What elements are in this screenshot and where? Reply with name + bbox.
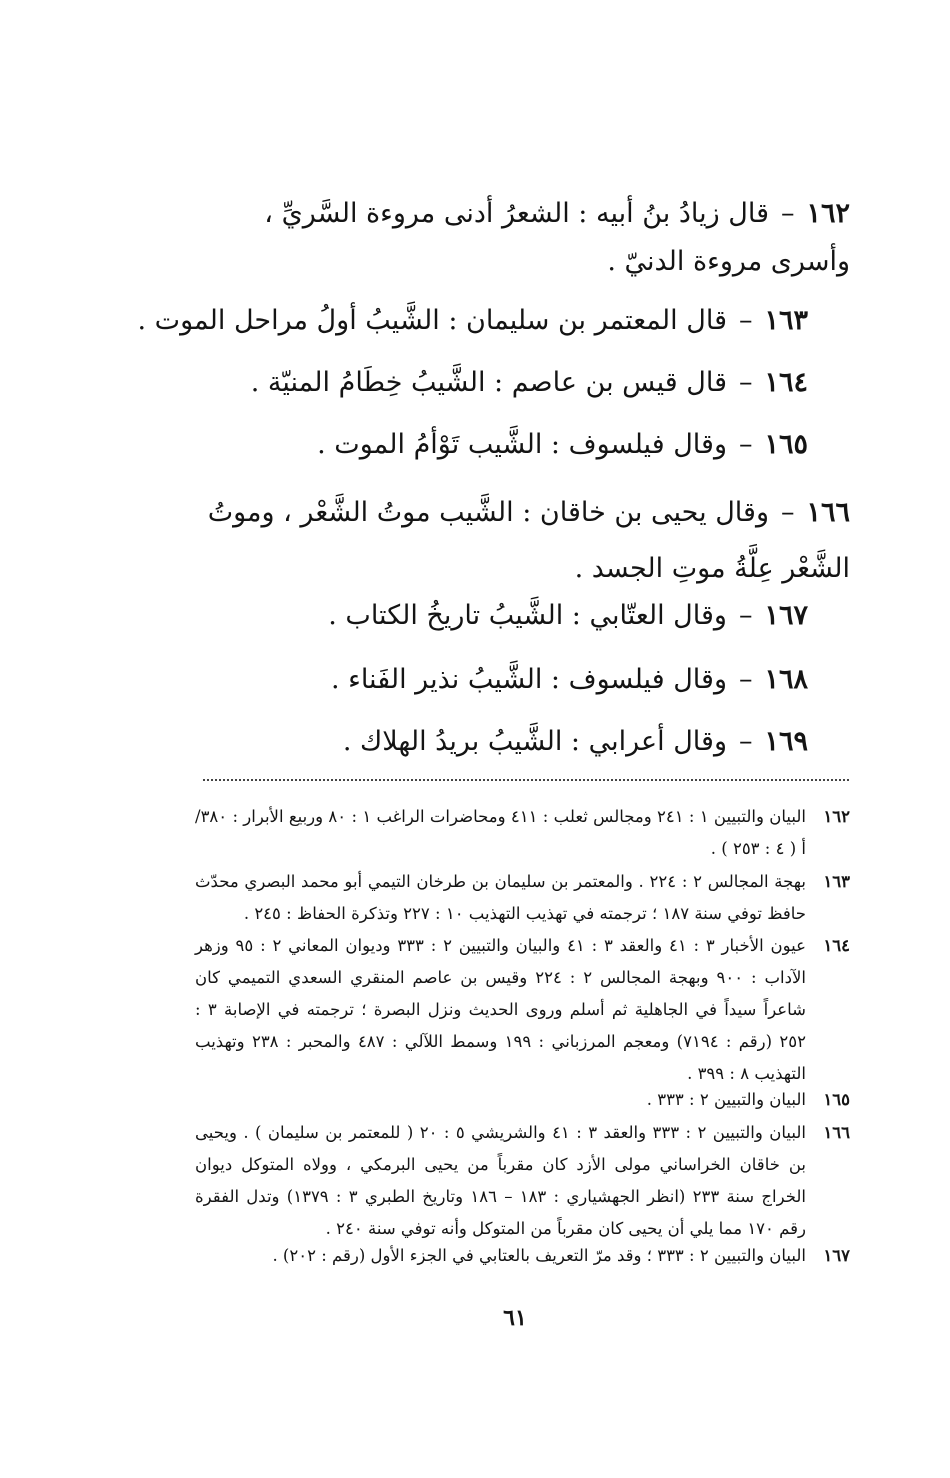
footnote-number: ١٦٥: [823, 1090, 850, 1109]
entry-text: قال المعتمر بن سليمان : الشَّيبُ أولُ مراحل الموت .: [137, 305, 727, 336]
entry-separator: –: [738, 726, 753, 757]
footnote-text: البيان والتبيين ١ : ٢٤١ ومجالس ثعلب : ٤١١ ومحاضرات الراغب ١ : ٨٠ وربيع الأبرار : ٣٨٠/أ ( ٤ : ٢٥٣ ) .: [195, 807, 806, 858]
footnote-separator: [203, 779, 849, 781]
entry-text: قال قيس بن عاصم : الشَّيبُ خِطَامُ المنيّة .: [250, 367, 727, 398]
entry-number: ١٦٣: [764, 305, 808, 336]
footnote-number: ١٦٧: [823, 1246, 850, 1265]
entry-number: ١٦٢: [806, 198, 850, 229]
entry-number: ١٦٨: [764, 664, 808, 695]
entry-separator: –: [738, 664, 753, 695]
footnote-text: البيان والتبيين ٢ : ٣٣٣ ؛ وقد مرّ التعريف بالعتابي في الجزء الأول (رقم : ٢٠٢) .: [272, 1246, 806, 1265]
entry-separator: –: [738, 429, 753, 460]
entry-168: [331, 656, 808, 704]
entry-number: ١٦٥: [764, 429, 808, 460]
entry-164: [251, 359, 808, 407]
footnote-number: ١٦٢: [823, 807, 850, 826]
entry-169: [343, 718, 808, 766]
entry-163: [138, 297, 808, 345]
entry-separator: –: [738, 367, 753, 398]
footnote-165: [195, 1084, 850, 1116]
entry-number: ١٦٩: [764, 726, 808, 757]
entry-text: وقال يحيى بن خاقان : الشَّيب موتُ الشَّعْر ، وموتُ الشَّعْر عِلَّةُ موتِ الجسد .: [207, 497, 850, 584]
footnote-number: ١٦٦: [823, 1123, 850, 1142]
footnote-text: البيان والتبيين ٢ : ٣٣٣ والعقد ٣ : ٤١ والشريشي ٥ : ٢٠ ( للمعتمر بن سليمان ) . ويحيى بن خاقان الخراساني مولى الأزد كان مقرباً من يحيى البرمكي ، وولاه المتوكل ديوان الخراج سنة ٢٣٣ (انظر الجهشياري : ١٨٣ – ١٨٦ وتاريخ الطبري ٣ : ١٣٧٩) وتدل الفقرة رقم ١٧٠ مما يلي أن يحيى كان مقرباً من المتوكل وأنه توفي سنة ٢٤٠ .: [195, 1123, 806, 1238]
entry-separator: –: [738, 600, 753, 631]
footnote-number: ١٦٣: [823, 872, 850, 891]
entry-number: ١٦٤: [764, 367, 808, 398]
footnote-166: [195, 1117, 850, 1245]
page-number: ٦١: [503, 1305, 527, 1331]
entry-167: [328, 592, 808, 640]
entry-166: [185, 485, 850, 597]
footnote-text: عيون الأخبار ٣ : ٤١ والعقد ٣ : ٤١ والبيان والتبيين ٢ : ٣٣٣ وديوان المعاني ٢ : ٩٥ وزهر الآداب : ٩٠٠ وبهجة المجالس ٢ : ٢٢٤ وقيس بن عاصم المنقري السعدي التميمي كان شاعراً سيداً في الجاهلية ثم أسلم وروى الحديث ونزل البصرة ؛ ترجمته في الإصابة ٣ : ٢٥٢ (رقم : ٧١٩٤) ومعجم المرزباني : ١٩٩ وسمط اللآلي : ٤٨٧ والمحبر : ٢٣٨ وتهذيب التهذيب ٨ : ٣٩٩ .: [195, 936, 806, 1083]
footnote-164: [195, 930, 850, 1090]
footnote-text: بهجة المجالس ٢ : ٢٢٤ . والمعتمر بن سليمان بن طرخان التيمي أبو محمد البصري محدّث حافظ توفي سنة ١٨٧ ؛ ترجمته في تهذيب التهذيب ١٠ : ٢٢٧ وتذكرة الحفاظ : ٢٤٥ .: [195, 872, 807, 923]
entry-separator: –: [738, 305, 753, 336]
entry-text: وقال فيلسوف : الشَّيبُ نذير الفَناء .: [330, 664, 727, 695]
entry-text: وقال فيلسوف : الشَّيب تَوْأمُ الموت .: [317, 429, 727, 460]
footnote-163: [195, 866, 850, 930]
entry-separator: –: [780, 497, 795, 528]
entry-162: [185, 190, 850, 286]
footnote-167: [195, 1240, 850, 1272]
footnote-text: البيان والتبيين ٢ : ٣٣٣ .: [646, 1090, 806, 1109]
entry-165: [317, 421, 808, 469]
footnote-number: ١٦٤: [823, 936, 850, 955]
entry-number: ١٦٦: [806, 497, 850, 528]
entry-text: وقال أعرابي : الشَّيبُ بريدُ الهلاك .: [342, 726, 727, 757]
entry-number: ١٦٧: [764, 600, 808, 631]
entry-text: وقال العتّابي : الشَّيبُ تاريخُ الكتاب .: [328, 600, 727, 631]
entry-text: قال زيادُ بنُ أبيه : الشعرُ أدنى مروءة السَّريِّ ، وأسرى مروءة الدنيّ .: [264, 198, 850, 277]
footnote-162: [195, 801, 850, 865]
entry-separator: –: [780, 198, 795, 229]
